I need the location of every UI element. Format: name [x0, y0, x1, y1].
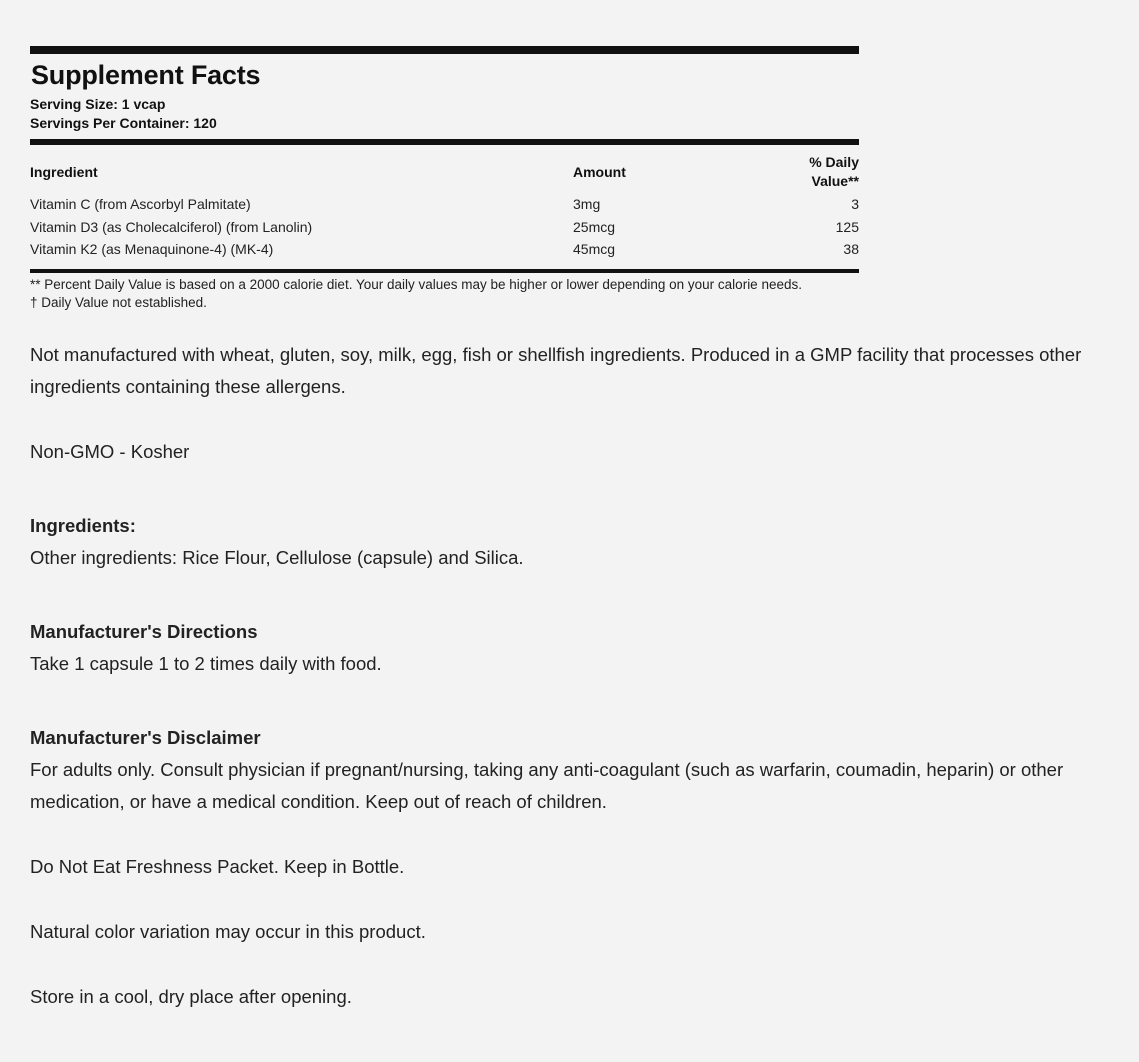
ingredient-amount: 45mcg	[573, 241, 616, 257]
storage-notice: Store in a cool, dry place after opening.	[30, 985, 352, 1007]
serving-size: Serving Size: 1 vcap	[30, 96, 166, 112]
disclaimer-heading: Manufacturer's Disclaimer	[30, 726, 261, 748]
product-details	[30, 46, 1110, 1013]
ingredient-daily-value: 38	[843, 241, 859, 257]
table-row	[30, 193, 859, 216]
ingredients-text: Other ingredients: Rice Flour, Cellulose (capsule) and Silica.	[30, 546, 524, 568]
ingredient-name: Vitamin K2 (as Menaquinone-4) (MK-4)	[30, 241, 274, 257]
freshness-notice: Do Not Eat Freshness Packet. Keep in Bottle.	[30, 855, 405, 877]
disclaimer-text: For adults only. Consult physician if pregnant/nursing, taking any anti-coagulant (such as warfarin, coumadin, heparin) or other medication, or have a medical condition. Keep out of reach of children.	[30, 758, 1064, 812]
ingredient-name: Vitamin D3 (as Cholecalciferol) (from Lanolin)	[30, 218, 313, 235]
ingredients-heading: Ingredients:	[30, 514, 136, 536]
ingredient-amount: 25mcg	[573, 218, 616, 235]
certifications: Non-GMO - Kosher	[30, 440, 190, 462]
servings-per-container: Servings Per Container: 120	[30, 115, 217, 131]
allergen-statement: Not manufactured with wheat, gluten, soy, milk, egg, fish or shellfish ingredients. Produced in a GMP facility that processes other ingredients containing these allergens.	[30, 343, 1082, 397]
table-row	[30, 216, 859, 239]
ingredient-amount: 3mg	[573, 196, 601, 212]
color-variation-notice: Natural color variation may occur in this product.	[30, 920, 426, 942]
facts-title: Supplement Facts	[31, 60, 261, 90]
supplement-facts-panel	[30, 46, 859, 309]
dagger-note: † Daily Value not established.	[30, 294, 207, 310]
table-row	[30, 238, 859, 261]
ingredient-name: Vitamin C (from Ascorbyl Palmitate)	[30, 196, 251, 212]
header-amount: Amount	[573, 163, 626, 180]
table-header-row	[30, 151, 859, 193]
header-daily-value: % Daily Value**	[809, 154, 859, 189]
ingredient-daily-value: 125	[835, 218, 859, 235]
header-ingredient: Ingredient	[30, 163, 98, 180]
ingredient-daily-value: 3	[851, 196, 859, 212]
middle-rule	[30, 139, 859, 145]
top-rule	[30, 46, 859, 54]
bottom-rule	[30, 269, 859, 273]
ingredient-table	[30, 151, 859, 261]
directions-heading: Manufacturer's Directions	[30, 620, 258, 642]
directions-text: Take 1 capsule 1 to 2 times daily with food.	[30, 652, 382, 674]
daily-value-note: ** Percent Daily Value is based on a 2000 calorie diet. Your daily values may be higher or lower depending on your calorie needs.	[30, 276, 802, 292]
